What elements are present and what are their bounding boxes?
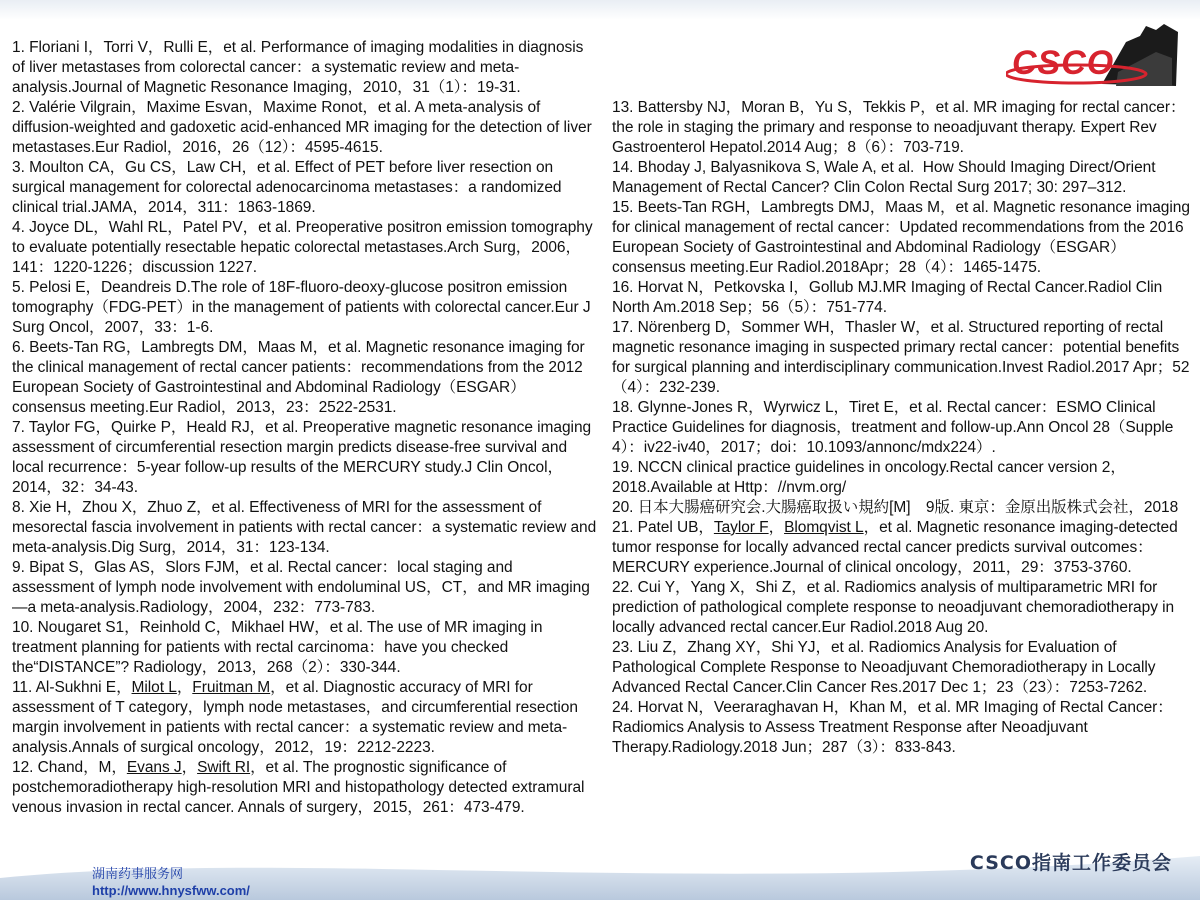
reference-item: 4. Joyce DL，Wahl RL，Patel PV，et al. Preoperative positron emission tomography to evaluate potentially resectable hepatic colorectal metastases.Arch Surg，2006，141：1220-1226；discussion 1227. [12, 219, 597, 276]
watermark-site-name: 湖南药事服务网 [92, 867, 184, 882]
reference-item: 3. Moulton CA，Gu CS，Law CH，et al. Effect of PET before liver resection on surgical management for colorectal adenocarcinoma metastases：a randomized clinical trial.JAMA，2014，311：1863-1869. [12, 159, 566, 216]
reference-item: 18. Glynne-Jones R，Wyrwicz L，Tiret E，et al. Rectal cancer：ESMO Clinical Practice Guidelines for diagnosis，treatment and follow-up.Ann Oncol 28（Supple 4）：iv22-iv40，2017；doi：10.1093/annonc/mdx224）. [612, 399, 1178, 456]
reference-item: 19. NCCN clinical practice guidelines in oncology.Rectal cancer version 2，2018.Available at Http：//nvm.org/ [612, 459, 1126, 496]
reference-item: 15. Beets-Tan RGH，Lambregts DMJ，Maas M，et al. Magnetic resonance imaging for clinical management of rectal cancer：Updated recommendations from the 2016 European Society of Gastrointestinal and Abdominal Radiology（ESGAR）consensus meeting.Eur Radiol.2018Apr；28（4）：1465-1475. [612, 199, 1195, 276]
ref-text: 11. Al-Sukhni E， [12, 679, 132, 696]
reference-item: 23. Liu Z，Zhang XY，Shi YJ，et al. Radiomics Analysis for Evaluation of Pathological Complete Response to Neoadjuvant Chemoradiotherapy in Locally Advanced Rectal Cancer.Clin Cancer Res.2017 Dec 1；23（23）：7253-7262. [612, 639, 1159, 696]
ref-text: 12. Chand，M， [12, 759, 127, 776]
ref-text: ， [768, 519, 785, 536]
author-link[interactable]: Swift RI [197, 759, 251, 776]
ref-text: ，et al. Diagnostic accuracy of MRI for assessment of T category，lymph node metastases，and circumferential resection margin involvement in patients with rectal cancer：a systematic review and meta-analysis.Annals of surgical oncology，2012，19：2212-2223. [12, 679, 583, 756]
reference-item [12, 678, 598, 758]
reference-item: 1. Floriani I，Torri V，Rulli E，et al. Performance of imaging modalities in diagnosis of liver metastases from colorectal cancer：a systematic review and meta-analysis.Journal of Magnetic Resonance Imaging，2010，31（1）：19-31. [12, 39, 588, 96]
author-link[interactable]: Taylor F [713, 519, 769, 536]
reference-item: 22. Cui Y，Yang X，Shi Z，et al. Radiomics analysis of multiparametric MRI for prediction of pathological complete response to neoadjuvant chemoradiotherapy in locally advanced rectal cancer.Eur Radiol.2018 Aug 20. [612, 579, 1179, 636]
reference-item: 13. Battersby NJ，Moran B，Yu S，Tekkis P，et al. MR imaging for rectal cancer：the role in staging the primary and response to neoadjuvant therapy. Expert Rev Gastroenterol Hepatol.2014 Aug；8（6）：703-719. [612, 99, 1186, 156]
reference-item: 5. Pelosi E，Deandreis D.The role of 18F-fluoro-deoxy-glucose positron emission tomography（FDG-PET）in the management of patients with colorectal cancer.Eur J Surg Oncol，2007，33：1-6. [12, 279, 595, 336]
ref-text: ，et al. Magnetic resonance imaging-detected tumor response for locally advanced rectal cancer predicts survival outcomes：MERCURY experience.Journal of clinical oncology，2011，29：3753-3760. [612, 519, 1182, 576]
watermark-url[interactable]: http://www.hnysfww.com/ [92, 883, 250, 898]
reference-item: 14. Bhoday J, Balyasnikova S, Wale A, et al. How Should Imaging Direct/Orient Management of Rectal Cancer? Clin Colon Rectal Surg 2017; 30: 297–312. [612, 159, 1160, 196]
ref-text: ，et al. The prognostic significance of postchemoradiotherapy high-resolution MRI and histopathology detected extramural venous invasion in rectal cancer. Annals of surgery，2015，261：473-479. [12, 759, 589, 816]
author-link[interactable]: Blomqvist L [784, 519, 864, 536]
reference-item: 20. 日本大腸癌研究会.大腸癌取扱い規約[M] 9版. 東京：金原出版株式会社，2018 [612, 499, 1179, 516]
committee-label: CSCO指南工作委员会 [969, 852, 1172, 874]
ref-text: 21. Patel UB， [612, 519, 714, 536]
reference-item: 24. Horvat N，Veeraraghavan H，Khan M，et al. MR Imaging of Rectal Cancer：Radiomics Analysis to Assess Treatment Response after Neoadjuvant Therapy.Radiology.2018 Jun；287（3）：833-843. [612, 699, 1173, 756]
author-link[interactable]: Fruitman M [192, 679, 271, 696]
references-right-column [612, 98, 1195, 758]
reference-item: 10. Nougaret S1，Reinhold C，Mikhael HW，et al. The use of MR imaging in treatment planning for patients with rectal carcinoma：have you checked the“DISTANCE”? Radiology，2013，268（2）：330-344. [12, 619, 547, 676]
logo-text: CSCO [1012, 44, 1115, 82]
ref-text: ， [176, 679, 193, 696]
top-decoration [0, 0, 1200, 20]
reference-item: 7. Taylor FG，Quirke P，Heald RJ，et al. Preoperative magnetic resonance imaging assessment of circumferential resection margin predicts disease-free survival and local recurrence：5-year follow-up results of the MERCURY study.J Clin Oncol，2014，32：34-43. [12, 419, 596, 496]
reference-item [612, 518, 1190, 578]
ref-text: ， [181, 759, 198, 776]
reference-item: 9. Bipat S，Glas AS，Slors FJM，et al. Rectal cancer：local staging and assessment of lymph node involvement with endoluminal US，CT，and MR imaging—a meta-analysis.Radiology，2004，232：773-783. [12, 559, 590, 616]
author-link[interactable]: Evans J [126, 759, 182, 776]
reference-item: 6. Beets-Tan RG，Lambregts DM，Maas M，et al. Magnetic resonance imaging for the clinical management of rectal cancer patients：recommendations from the 2012 European Society of Gastrointestinal and Abdominal Radiology（ESGAR）consensus meeting.Eur Radiol，2013，23：2522-2531. [12, 339, 589, 416]
csco-logo [1006, 22, 1182, 100]
reference-item: 2. Valérie Vilgrain，Maxime Esvan，Maxime Ronot，et al. A meta-analysis of diffusion-weighted and gadoxetic acid-enhanced MR imaging for the detection of liver metastases.Eur Radiol，2016，26（12）：4595-4615. [12, 99, 596, 156]
watermark [92, 867, 250, 899]
reference-item: 17. Nörenberg D，Sommer WH，Thasler W，et al. Structured reporting of rectal magnetic resonance imaging in suspected primary rectal cancer：potential benefits for surgical planning and interdisciplinary communication.Invest Radiol.2017 Apr；52（4）：232-239. [612, 319, 1190, 396]
reference-item [12, 758, 598, 818]
references-left-column [12, 38, 601, 818]
author-link[interactable]: Milot L [131, 679, 177, 696]
reference-item: 16. Horvat N，Petkovska I，Gollub MJ.MR Imaging of Rectal Cancer.Radiol Clin North Am.2018 Sep；56（5）：751-774. [612, 279, 1167, 316]
reference-item: 8. Xie H，Zhou X，Zhuo Z，et al. Effectiveness of MRI for the assessment of mesorectal fascia involvement in patients with rectal cancer：a systematic review and meta-analysis.Dig Surg，2014，31：123-134. [12, 499, 601, 556]
